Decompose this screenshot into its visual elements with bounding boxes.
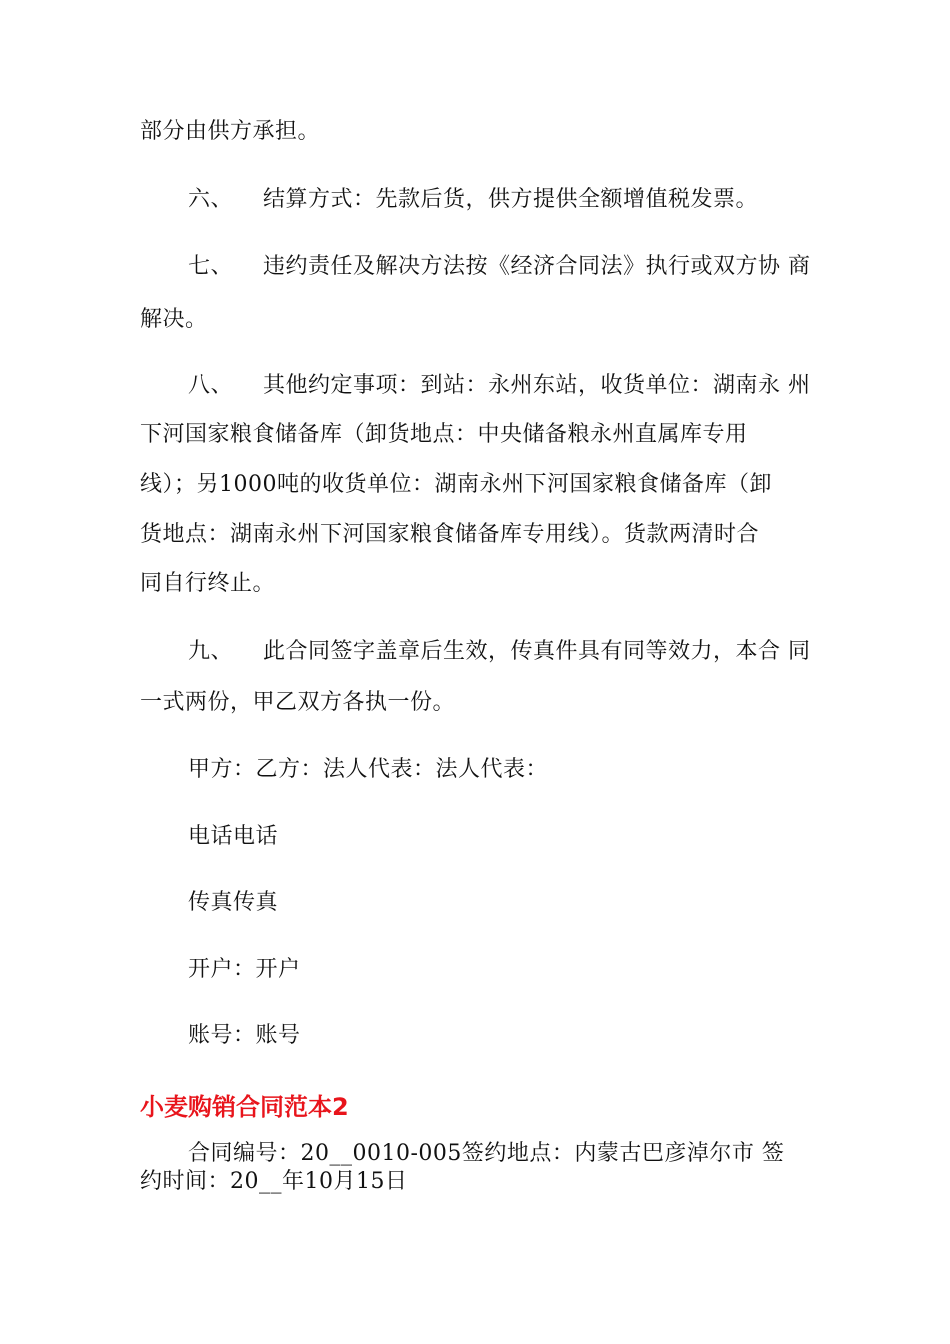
signature-parties: 甲方：乙方：法人代表：法人代表： — [188, 757, 549, 782]
clause-9-continuation: 一式两份，甲乙双方各执一份。 — [140, 690, 456, 715]
clause-8-line-4: 货地点：湖南永州下河国家粮食储备库专用线）。货款两清时合 — [140, 522, 760, 547]
clause-8-line-2: 下河国家粮食储备库（卸货地点：中央储备粮永州直属库专用 — [140, 422, 748, 447]
clause-8 — [188, 372, 828, 400]
clause-8-line-5: 同自行终止。 — [140, 571, 276, 596]
clause-7-continuation: 解决。 — [140, 307, 208, 332]
clause-text: 结算方式：先款后货，供方提供全额增值税发票。 — [263, 187, 759, 212]
clause-text: 此合同签字盖章后生效，传真件具有同等效力，本合 同 — [263, 639, 811, 664]
clause-9 — [188, 638, 828, 666]
clause-8-line-3: 线）；另1000吨的收货单位：湖南永州下河国家粮食储备库（卸 — [140, 472, 772, 497]
contract-info-line-2: 约时间：20__年10月15日 — [140, 1169, 408, 1194]
clause-number: 七、 — [188, 254, 234, 279]
section-heading: 小麦购销合同范本2 — [140, 1093, 349, 1121]
contract-info-line-1: 合同编号：20__0010-005签约地点：内蒙古巴彦淖尔市 签 — [188, 1141, 785, 1166]
signature-account: 账号：账号 — [188, 1023, 301, 1048]
clause-6 — [188, 186, 828, 214]
paragraph-line: 部分由供方承担。 — [140, 119, 321, 144]
clause-text: 违约责任及解决方法按《经济合同法》执行或双方协 商 — [263, 254, 811, 279]
clause-7 — [188, 253, 828, 281]
signature-fax: 传真传真 — [188, 890, 279, 915]
clause-number: 九、 — [188, 639, 234, 664]
clause-number: 八、 — [188, 373, 234, 398]
signature-bank: 开户：开户 — [188, 957, 301, 982]
clause-number: 六、 — [188, 187, 234, 212]
signature-phone: 电话电话 — [188, 824, 279, 849]
clause-text: 其他约定事项：到站：永州东站，收货单位：湖南永 州 — [263, 373, 811, 398]
